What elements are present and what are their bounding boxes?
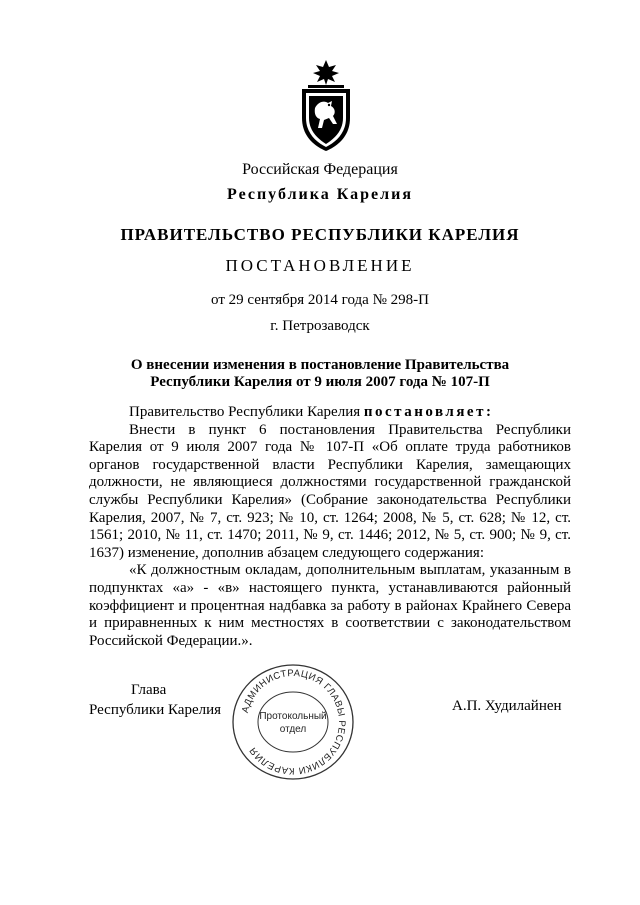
stamp-center-line-2: отдел: [279, 724, 307, 735]
paragraph-1: Внести в пункт 6 постановления Правительства Республики Карелия от 9 июля 2007 года № 107-П «Об оплате труда работников органов государственной власти Республики Карелия, замещающих должности, не являющиеся должностями государственной гражданской службы Республики Карелия» (Собрание законодательства Республики Карелия, 2007, № 7, ст. 923; № 10, ст. 1264; 2008, № 5, ст. 628; № 12, ст. 1561; 2010, № 11, ст. 1470; 2011, № 9, ст. 1446; 2012, № 5, ст. 900; № 9, ст. 1637) изменение, дополнив абзацем следующего содержания:: [89, 421, 571, 561]
stamp-center-line-1: Протокольный: [259, 711, 327, 722]
subject-line-2: Республики Карелия от 9 июля 2007 года № 107-П: [150, 374, 490, 390]
intro-line: [89, 404, 571, 422]
document-type: ПОСТАНОВЛЕНИЕ: [225, 256, 415, 275]
paragraph-2: «К должностным окладам, дополнительным выплатам, указанным в подпунктах «а» - «в» настоящего пункта, устанавливаются районный коэффициент и процентная надбавка за работу в районах Крайнего Севера и приравненных к ним местностях в соответствии с законодательством Российской Федерации.».: [89, 562, 571, 649]
signature-title: [89, 680, 221, 720]
document-body: [89, 404, 571, 650]
stamp-ring-text: АДМИНИСТРАЦИЯ ГЛАВЫ РЕСПУБЛИКИ КАРЕЛИЯ: [239, 667, 348, 777]
intro-action: постановляет:: [363, 404, 494, 420]
republic-name: Республика Карелия: [227, 186, 413, 203]
intro-prefix: Правительство Республики Карелия: [129, 404, 364, 420]
karelia-coat-of-arms-icon: [298, 58, 354, 152]
subject-line-1: О внесении изменения в постановление Правительства: [130, 357, 510, 373]
country-name: Российская Федерация: [242, 161, 398, 178]
authority-title: ПРАВИТЕЛЬСТВО РЕСПУБЛИКИ КАРЕЛИЯ: [120, 225, 520, 244]
official-stamp: [230, 662, 356, 782]
signature-title-line-1: Глава: [131, 682, 167, 698]
document-city: г. Петрозаводск: [270, 318, 370, 334]
signature-title-line-2: Республики Карелия: [89, 702, 222, 718]
document-date-number: от 29 сентября 2014 года № 298-П: [211, 292, 429, 308]
signatory-name: А.П. Худилайнен: [452, 698, 562, 714]
